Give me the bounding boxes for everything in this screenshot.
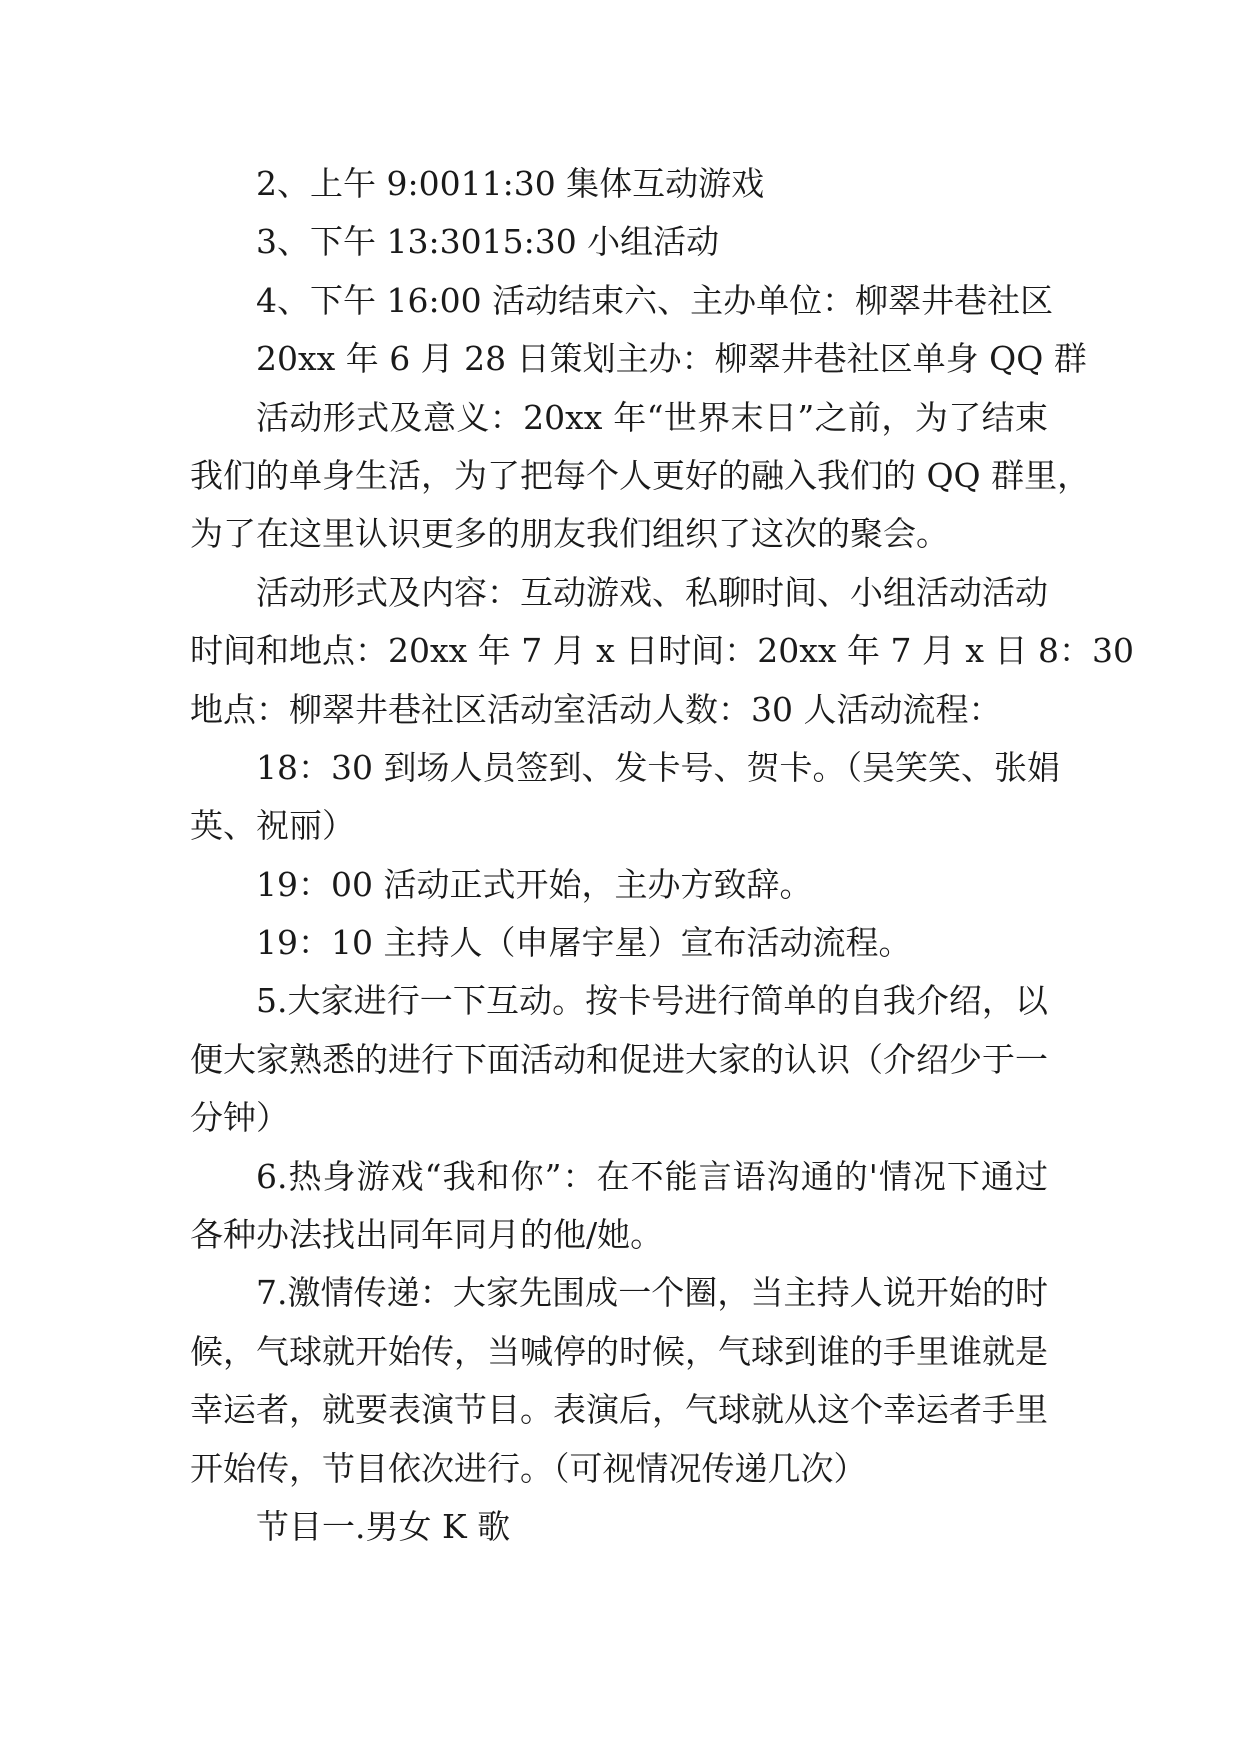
paragraph-purpose	[190, 389, 1091, 564]
text-line: 时间和地点：20xx 年 7 月 x 日时间：20xx 年 7 月 x 日 8：30	[190, 631, 1135, 671]
paragraph-schedule-morning	[190, 155, 1048, 213]
paragraph-checkin	[190, 739, 1060, 856]
text-line: 6.热身游戏“我和你”：在不能言语沟通的'情况下通过	[256, 1156, 1048, 1196]
text-line: 开始传，节目依次进行。（可视情况传递几次）	[190, 1448, 867, 1488]
text-line: 各种办法找出同年同月的他/她。	[190, 1215, 664, 1255]
text-line: 7.激情传递：大家先围成一个圈，当主持人说开始的时	[256, 1273, 1048, 1313]
text-line: 19：10 主持人（申屠宇星）宣布活动流程。	[256, 923, 912, 963]
text-line: 节目一.男女 K 歌	[256, 1506, 511, 1546]
text-line: 2、上午 9:0011:30 集体互动游戏	[256, 164, 765, 203]
paragraph-item-7	[190, 1264, 1048, 1498]
text-line: 活动形式及内容：互动游戏、私聊时间、小组活动活动	[256, 572, 1048, 612]
text-line: 为了在这里认识更多的朋友我们组织了这次的聚会。	[190, 514, 949, 554]
text-line: 幸运者，就要表演节目。表演后，气球就从这个幸运者手里	[190, 1390, 1048, 1430]
text-line: 4、下午 16:00 活动结束六、主办单位：柳翠井巷社区	[256, 280, 1054, 320]
text-line: 我们的单身生活，为了把每个人更好的融入我们的 QQ 群里，	[190, 455, 1091, 495]
text-line: 20xx 年 6 月 28 日策划主办：柳翠井巷社区单身 QQ 群	[256, 339, 1087, 379]
text-line: 5.大家进行一下互动。按卡号进行简单的自我介绍，以	[256, 981, 1048, 1021]
text-line: 便大家熟悉的进行下面活动和促进大家的认识（介绍少于一	[190, 1039, 1048, 1079]
text-line: 地点：柳翠井巷社区活动室活动人数：30 人活动流程：	[190, 689, 1002, 729]
text-line: 19：00 活动正式开始，主办方致辞。	[256, 864, 813, 904]
paragraph-item-5	[190, 972, 1048, 1147]
paragraph-schedule-end	[190, 272, 1054, 330]
paragraph-content	[190, 564, 1135, 739]
text-line: 分钟）	[190, 1098, 289, 1138]
text-line: 候，气球就开始传，当喊停的时候，气球到谁的手里谁就是	[190, 1331, 1048, 1371]
text-line: 3、下午 13:3015:30 小组活动	[256, 222, 720, 262]
text-line: 18：30 到场人员签到、发卡号、贺卡。（吴笑笑、张娟	[256, 747, 1060, 787]
paragraph-host	[190, 914, 1048, 972]
paragraph-schedule-afternoon	[190, 213, 1048, 271]
text-line: 活动形式及意义：20xx 年“世界末日”之前，为了结束	[256, 397, 1048, 437]
paragraph-opening	[190, 856, 1048, 914]
paragraph-organizer	[190, 330, 1087, 388]
paragraph-program-1	[190, 1498, 1048, 1556]
paragraph-item-6	[190, 1148, 1048, 1265]
document-body	[190, 155, 1135, 1556]
text-line: 英、祝丽）	[190, 806, 355, 846]
